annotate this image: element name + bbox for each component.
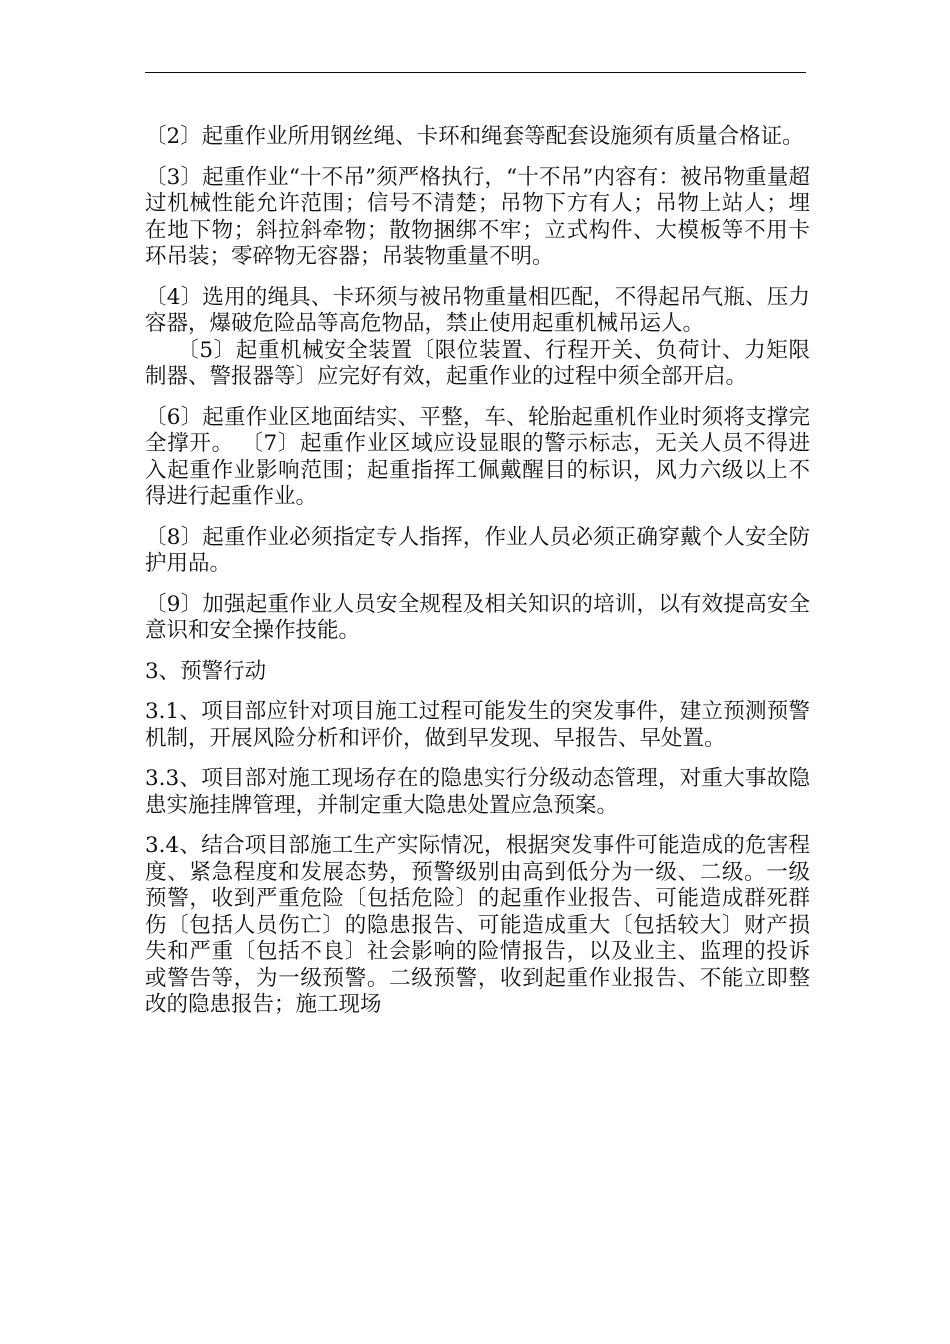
- paragraph-item-6-7: 〔6〕起重作业区地面结实、平整，车、轮胎起重机作业时须将支撑完全撑开。 〔7〕起重作业区域应设显眼的警示标志，无关人员不得进入起重作业影响范围；起重指挥工佩戴醒目的标识，风力六级以上不得进行起重作业。: [145, 404, 810, 509]
- paragraph-item-9: 〔9〕加强起重作业人员安全规程及相关知识的培训，以有效提高安全意识和安全操作技能。: [145, 591, 810, 643]
- section-heading: 3、预警行动: [145, 658, 267, 684]
- paragraph-3-3: 3.3、项目部对施工现场存在的隐患实行分级动态管理，对重大事故隐患实施挂牌管理，并制定重大隐患处置应急预案。: [145, 766, 810, 818]
- paragraph-item-4: 〔4〕选用的绳具、卡环须与被吊物重量相匹配，不得起吊气瓶、压力容器，爆破危险品等高危物品，禁止使用起重机械吊运人。: [145, 284, 810, 336]
- paragraph-item-5: 〔5〕起重机械安全装置〔限位装置、行程开关、负荷计、力矩限制器、警报器等〕应完好有效，起重作业的过程中须全部开启。: [145, 337, 810, 389]
- paragraph-item-3: 〔3〕起重作业“十不吊”须严格执行，“十不吊”内容有：被吊物重量超过机械性能允许范围；信号不清楚；吊物下方有人；吊物上站人；埋在地下物；斜拉斜牵物；散物捆绑不牢；立式构件、大模板等不用卡环吊装；零碎物无容器；吊装物重量不明。: [145, 164, 810, 269]
- document-body: [145, 124, 810, 1033]
- paragraph-item-8: 〔8〕起重作业必须指定专人指挥，作业人员必须正确穿戴个人安全防护用品。: [145, 524, 810, 576]
- paragraph-item-2: 〔2〕起重作业所用钢丝绳、卡环和绳套等配套设施须有质量合格证。: [145, 124, 804, 149]
- header-rule: [145, 72, 806, 73]
- paragraph-3-1: 3.1、项目部应针对项目施工过程可能发生的突发事件，建立预测预警机制，开展风险分析和评价，做到早发现、早报告、早处置。: [145, 699, 810, 751]
- paragraph-3-4: 3.4、结合项目部施工生产实际情况，根据突发事件可能造成的危害程度、紧急程度和发展态势，预警级别由高到低分为一级、二级。一级预警，收到严重危险〔包括危险〕的起重作业报告、可能造成群死群伤〔包括人员伤亡〕的隐患报告、可能造成重大〔包括较大〕财产损失和严重〔包括不良〕社会影响的险情报告，以及业主、监理的投诉或警告等，为一级预警。二级预警，收到起重作业报告、不能立即整改的隐患报告；施工现场: [145, 833, 810, 1017]
